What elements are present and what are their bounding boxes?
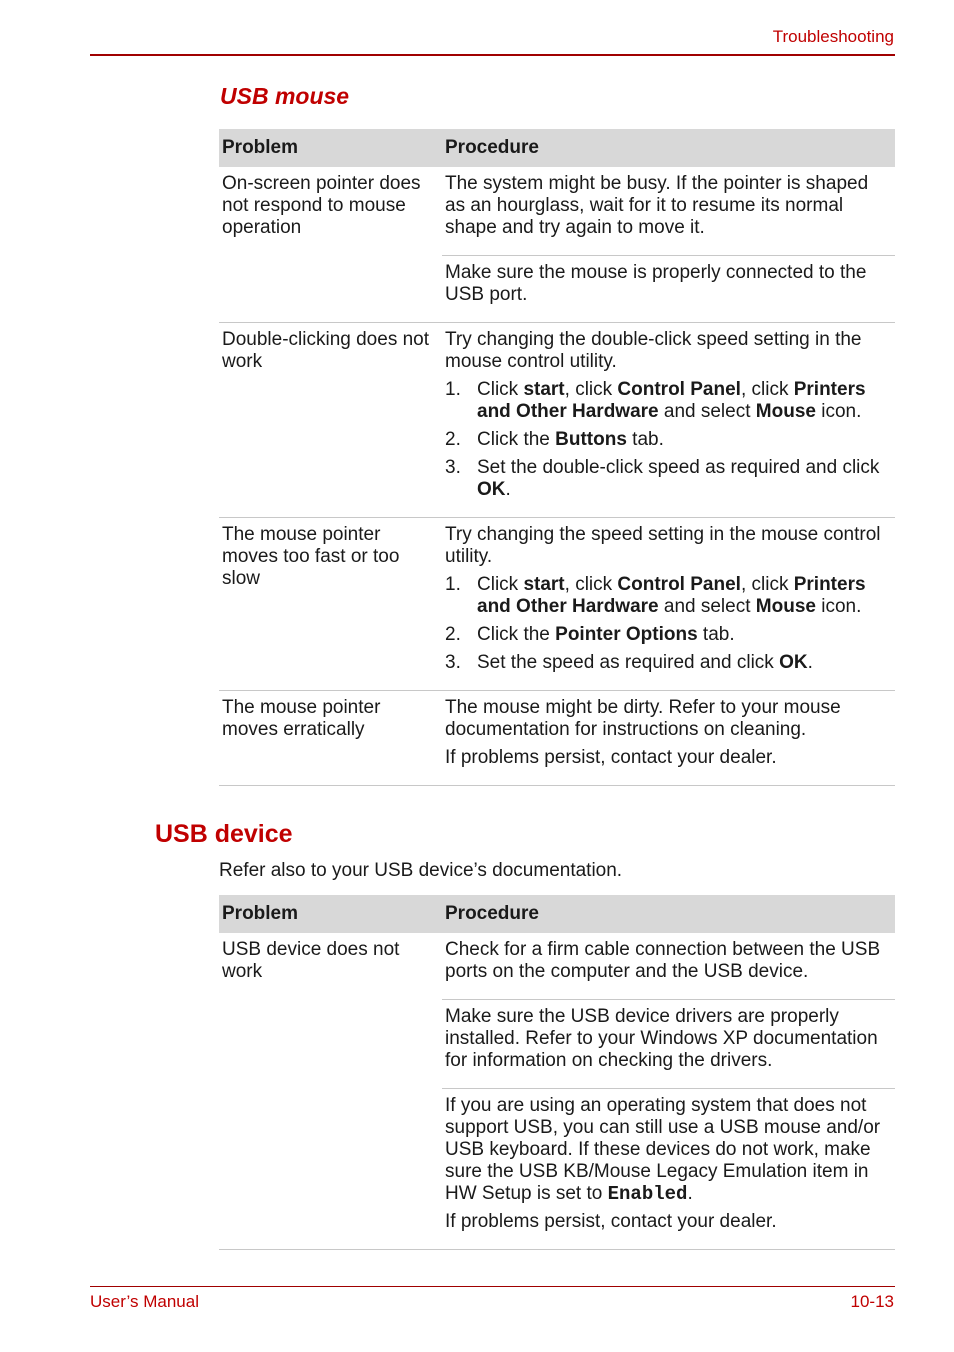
- list-item: 3. Set the double-click speed as required and click OK.: [445, 457, 880, 500]
- table-row: [219, 691, 895, 786]
- running-header: Troubleshooting: [772, 27, 894, 46]
- footer-left: User’s Manual: [90, 1292, 199, 1311]
- procedure-cell: [442, 323, 895, 518]
- problem-cell: USB device does not work: [219, 933, 442, 1250]
- steps-list: [445, 379, 892, 501]
- procedure-cell: [442, 167, 895, 256]
- usb-device-table: [219, 895, 895, 1250]
- problem-cell: Double-clicking does not work: [219, 323, 442, 518]
- list-item: 3. Set the speed as required and click OK.: [445, 652, 813, 673]
- procedure-cell: [442, 256, 895, 323]
- problem-cell: On-screen pointer does not respond to mouse operation: [219, 167, 442, 323]
- table-row: [219, 167, 895, 256]
- usb-device-heading: USB device: [155, 820, 293, 848]
- procedure-cell: [442, 1000, 895, 1089]
- column-header-procedure: Procedure: [442, 129, 895, 167]
- procedure-text: If you are using an operating system that does not support USB, you can still use a USB mouse and/or USB keyboard. If these devices do not work, make sure the USB KB/Mouse Legacy Emulation item in HW Setup is set to Enabled.: [445, 1095, 881, 1205]
- procedure-text: Make sure the mouse is properly connected to the USB port.: [445, 262, 867, 305]
- usb-mouse-table: [219, 129, 895, 786]
- procedure-text: If problems persist, contact your dealer.: [445, 747, 777, 768]
- column-header-problem: Problem: [219, 895, 442, 933]
- procedure-text: If problems persist, contact your dealer.: [445, 1211, 777, 1232]
- column-header-problem: Problem: [219, 129, 442, 167]
- procedure-text: Try changing the speed setting in the mouse control utility.: [445, 524, 881, 567]
- list-item: 1. Click start, click Control Panel, click Printers and Other Hardware and select Mouse icon.: [445, 379, 866, 422]
- procedure-text: Make sure the USB device drivers are properly installed. Refer to your Windows XP documentation for information on checking the drivers.: [445, 1006, 878, 1071]
- problem-cell: The mouse pointer moves erratically: [219, 691, 442, 786]
- procedure-cell: [442, 691, 895, 786]
- enabled-value: Enabled: [607, 1183, 688, 1205]
- table-header-row: [219, 895, 895, 933]
- procedure-cell: [442, 933, 895, 1000]
- list-item: 2. Click the Pointer Options tab.: [445, 624, 735, 645]
- table-row: [219, 518, 895, 691]
- list-item: 2. Click the Buttons tab.: [445, 429, 664, 450]
- procedure-cell: [442, 1089, 895, 1250]
- footer-rule: [90, 1286, 895, 1287]
- problem-cell: The mouse pointer moves too fast or too slow: [219, 518, 442, 691]
- page-number: 10-13: [850, 1292, 894, 1311]
- procedure-text: The mouse might be dirty. Refer to your mouse documentation for instructions on cleaning.: [445, 697, 841, 740]
- list-item: 1. Click start, click Control Panel, click Printers and Other Hardware and select Mouse icon.: [445, 574, 866, 617]
- table-row: [219, 323, 895, 518]
- procedure-text: Try changing the double-click speed setting in the mouse control utility.: [445, 329, 862, 372]
- procedure-text: Check for a firm cable connection between the USB ports on the computer and the USB device.: [445, 939, 881, 982]
- usb-device-intro: Refer also to your USB device’s documentation.: [219, 860, 623, 881]
- procedure-cell: [442, 518, 895, 691]
- column-header-procedure: Procedure: [442, 895, 895, 933]
- table-header-row: [219, 129, 895, 167]
- header-rule: [90, 54, 895, 56]
- steps-list: [445, 574, 892, 674]
- usb-mouse-heading: USB mouse: [220, 83, 350, 109]
- procedure-text: The system might be busy. If the pointer is shaped as an hourglass, wait for it to resume its normal shape and try again to move it.: [445, 173, 869, 238]
- table-row: [219, 933, 895, 1000]
